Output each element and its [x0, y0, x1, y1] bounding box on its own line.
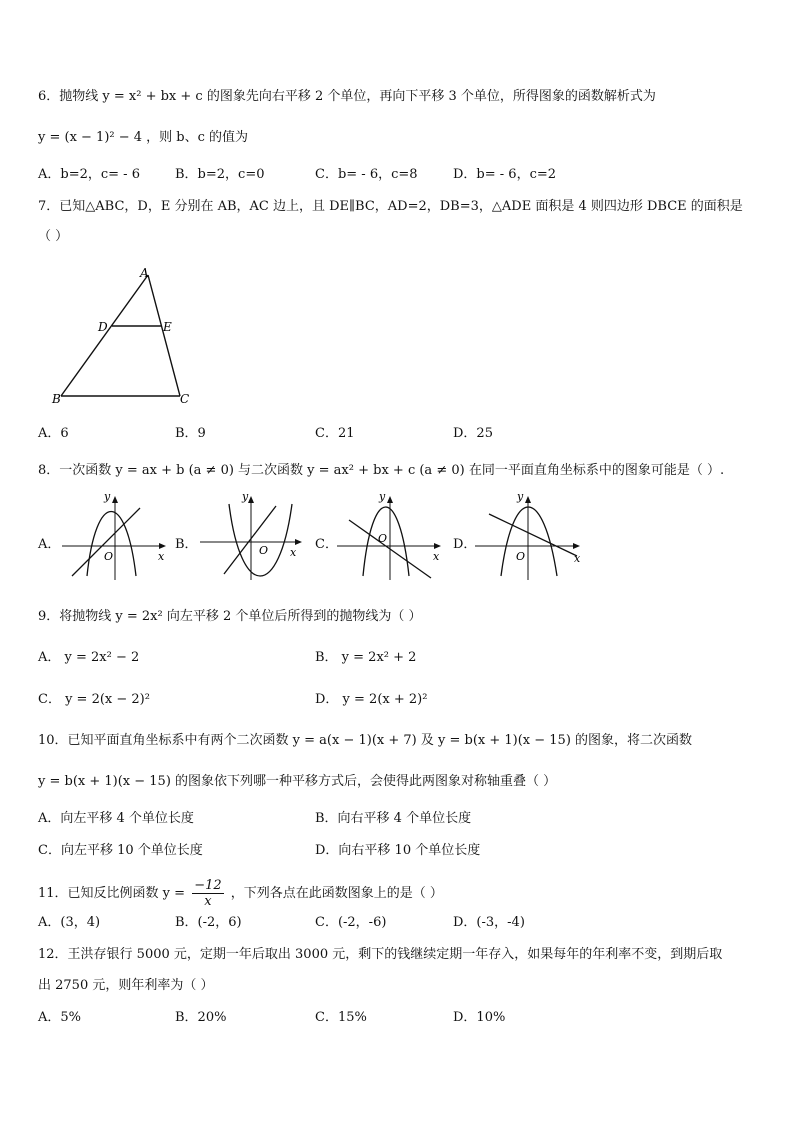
axis-x-label: x: [158, 550, 165, 563]
q8-stem: 8．一次函数 y = ax + b (a ≠ 0) 与二次函数 y = ax² + bx + c (a ≠ 0) 在同一平面直角坐标系中的图象可能是（ ）.: [38, 463, 725, 478]
q12-stem-line1: 12．王洪存银行 5000 元，定期一年后取出 3000 元，剩下的钱继续定期一年存入，如果每年的年利率不变，到期后取: [38, 947, 723, 962]
q6-option-c: C．b= - 6，c=8: [315, 167, 418, 182]
q12-option-a: A．5%: [38, 1010, 82, 1025]
q12-option-c: C．15%: [315, 1010, 367, 1025]
label-d: D: [98, 320, 108, 334]
q8-option-d-label: D．: [453, 537, 477, 552]
q9-option-c: C． y = 2(x − 2)²: [38, 692, 150, 707]
q10-stem-line1: 10．已知平面直角坐标系中有两个二次函数 y = a(x − 1)(x + 7) 及 y = b(x + 1)(x − 15) 的图象，将二次函数: [38, 733, 693, 748]
axis-y-label: y: [242, 490, 249, 503]
q6-option-d: D．b= - 6，c=2: [453, 167, 557, 182]
origin-label: O: [104, 550, 114, 563]
q11-option-a: A．(3，4): [38, 915, 101, 930]
q11-option-d: D．(-3，-4): [453, 915, 525, 930]
q10-option-a: A．向左平移 4 个单位长度: [38, 811, 194, 826]
q9-option-d: D． y = 2(x + 2)²: [315, 692, 428, 707]
label-e: E: [163, 320, 172, 334]
q11-option-b: B．(-2，6): [175, 915, 242, 930]
q8-option-c-label: C．: [315, 537, 338, 552]
axis-x-label: x: [433, 550, 440, 563]
q11-prefix: 11．已知反比例函数 y =: [38, 886, 186, 901]
q11-numerator: −12: [194, 878, 222, 893]
q6-option-b: B．b=2，c=0: [175, 167, 265, 182]
label-c: C: [180, 392, 190, 406]
q7-option-d: D．25: [453, 426, 493, 441]
label-b: B: [52, 392, 61, 406]
q7-option-b: B．9: [175, 426, 206, 441]
origin-label: O: [378, 532, 388, 545]
q8-graph-d: [473, 490, 588, 582]
q11-fraction: [192, 878, 223, 909]
q7-stem-line1: 7．已知△ABC，D，E 分别在 AB，AC 边上，且 DE∥BC，AD=2，DB=3，△ADE 面积是 4 则四边形 DBCE 的面积是: [38, 199, 743, 214]
q8-graph-a: [60, 490, 172, 582]
label-a: A: [140, 266, 149, 280]
q7-stem-line2: （ ）: [38, 229, 69, 244]
q6-option-a: A．b=2，c= - 6: [38, 167, 140, 182]
q10-option-c: C．向左平移 10 个单位长度: [38, 843, 203, 858]
q11-stem: [38, 878, 443, 909]
q9-stem: 9．将抛物线 y = 2x² 向左平移 2 个单位后所得到的抛物线为（ ）: [38, 609, 422, 624]
q12-stem-line2: 出 2750 元，则年利率为（ ）: [38, 978, 214, 993]
q10-option-d: D．向右平移 10 个单位长度: [315, 843, 481, 858]
axis-y-label: y: [104, 490, 111, 503]
q8-graph-b: [196, 490, 308, 582]
q9-option-b: B． y = 2x² + 2: [315, 650, 417, 665]
q7-option-a: A．6: [38, 426, 69, 441]
q6-stem-line2: y = (x − 1)² − 4 ，则 b、c 的值为: [38, 130, 249, 145]
q12-option-d: D．10%: [453, 1010, 506, 1025]
axis-x-label: x: [290, 546, 297, 559]
q10-stem-line2: y = b(x + 1)(x − 15) 的图象依下列哪一种平移方式后，会使得此两图象对称轴重叠（ ）: [38, 774, 557, 789]
q10-option-b: B．向右平移 4 个单位长度: [315, 811, 472, 826]
axis-x-label: x: [574, 552, 581, 565]
q8-option-a-label: A．: [38, 537, 61, 552]
axis-y-label: y: [379, 490, 386, 503]
q8-option-b-label: B．: [175, 537, 198, 552]
side-ab: [61, 275, 148, 396]
q7-triangle-figure: [40, 262, 210, 410]
origin-label: O: [259, 544, 269, 557]
q12-option-b: B．20%: [175, 1010, 227, 1025]
q11-option-c: C．(-2，-6): [315, 915, 387, 930]
q8-graph-c: [335, 490, 447, 582]
origin-label: O: [516, 550, 526, 563]
side-ac: [148, 275, 180, 396]
q9-option-a: A． y = 2x² − 2: [38, 650, 140, 665]
q11-denominator: x: [204, 894, 212, 909]
axis-y-label: y: [517, 490, 524, 503]
q6-stem-line1: 6．抛物线 y = x² + bx + c 的图象先向右平移 2 个单位，再向下平移 3 个单位，所得图象的函数解析式为: [38, 89, 656, 104]
q11-suffix: ，下列各点在此函数图象上的是（ ）: [230, 886, 443, 901]
q7-option-c: C．21: [315, 426, 355, 441]
